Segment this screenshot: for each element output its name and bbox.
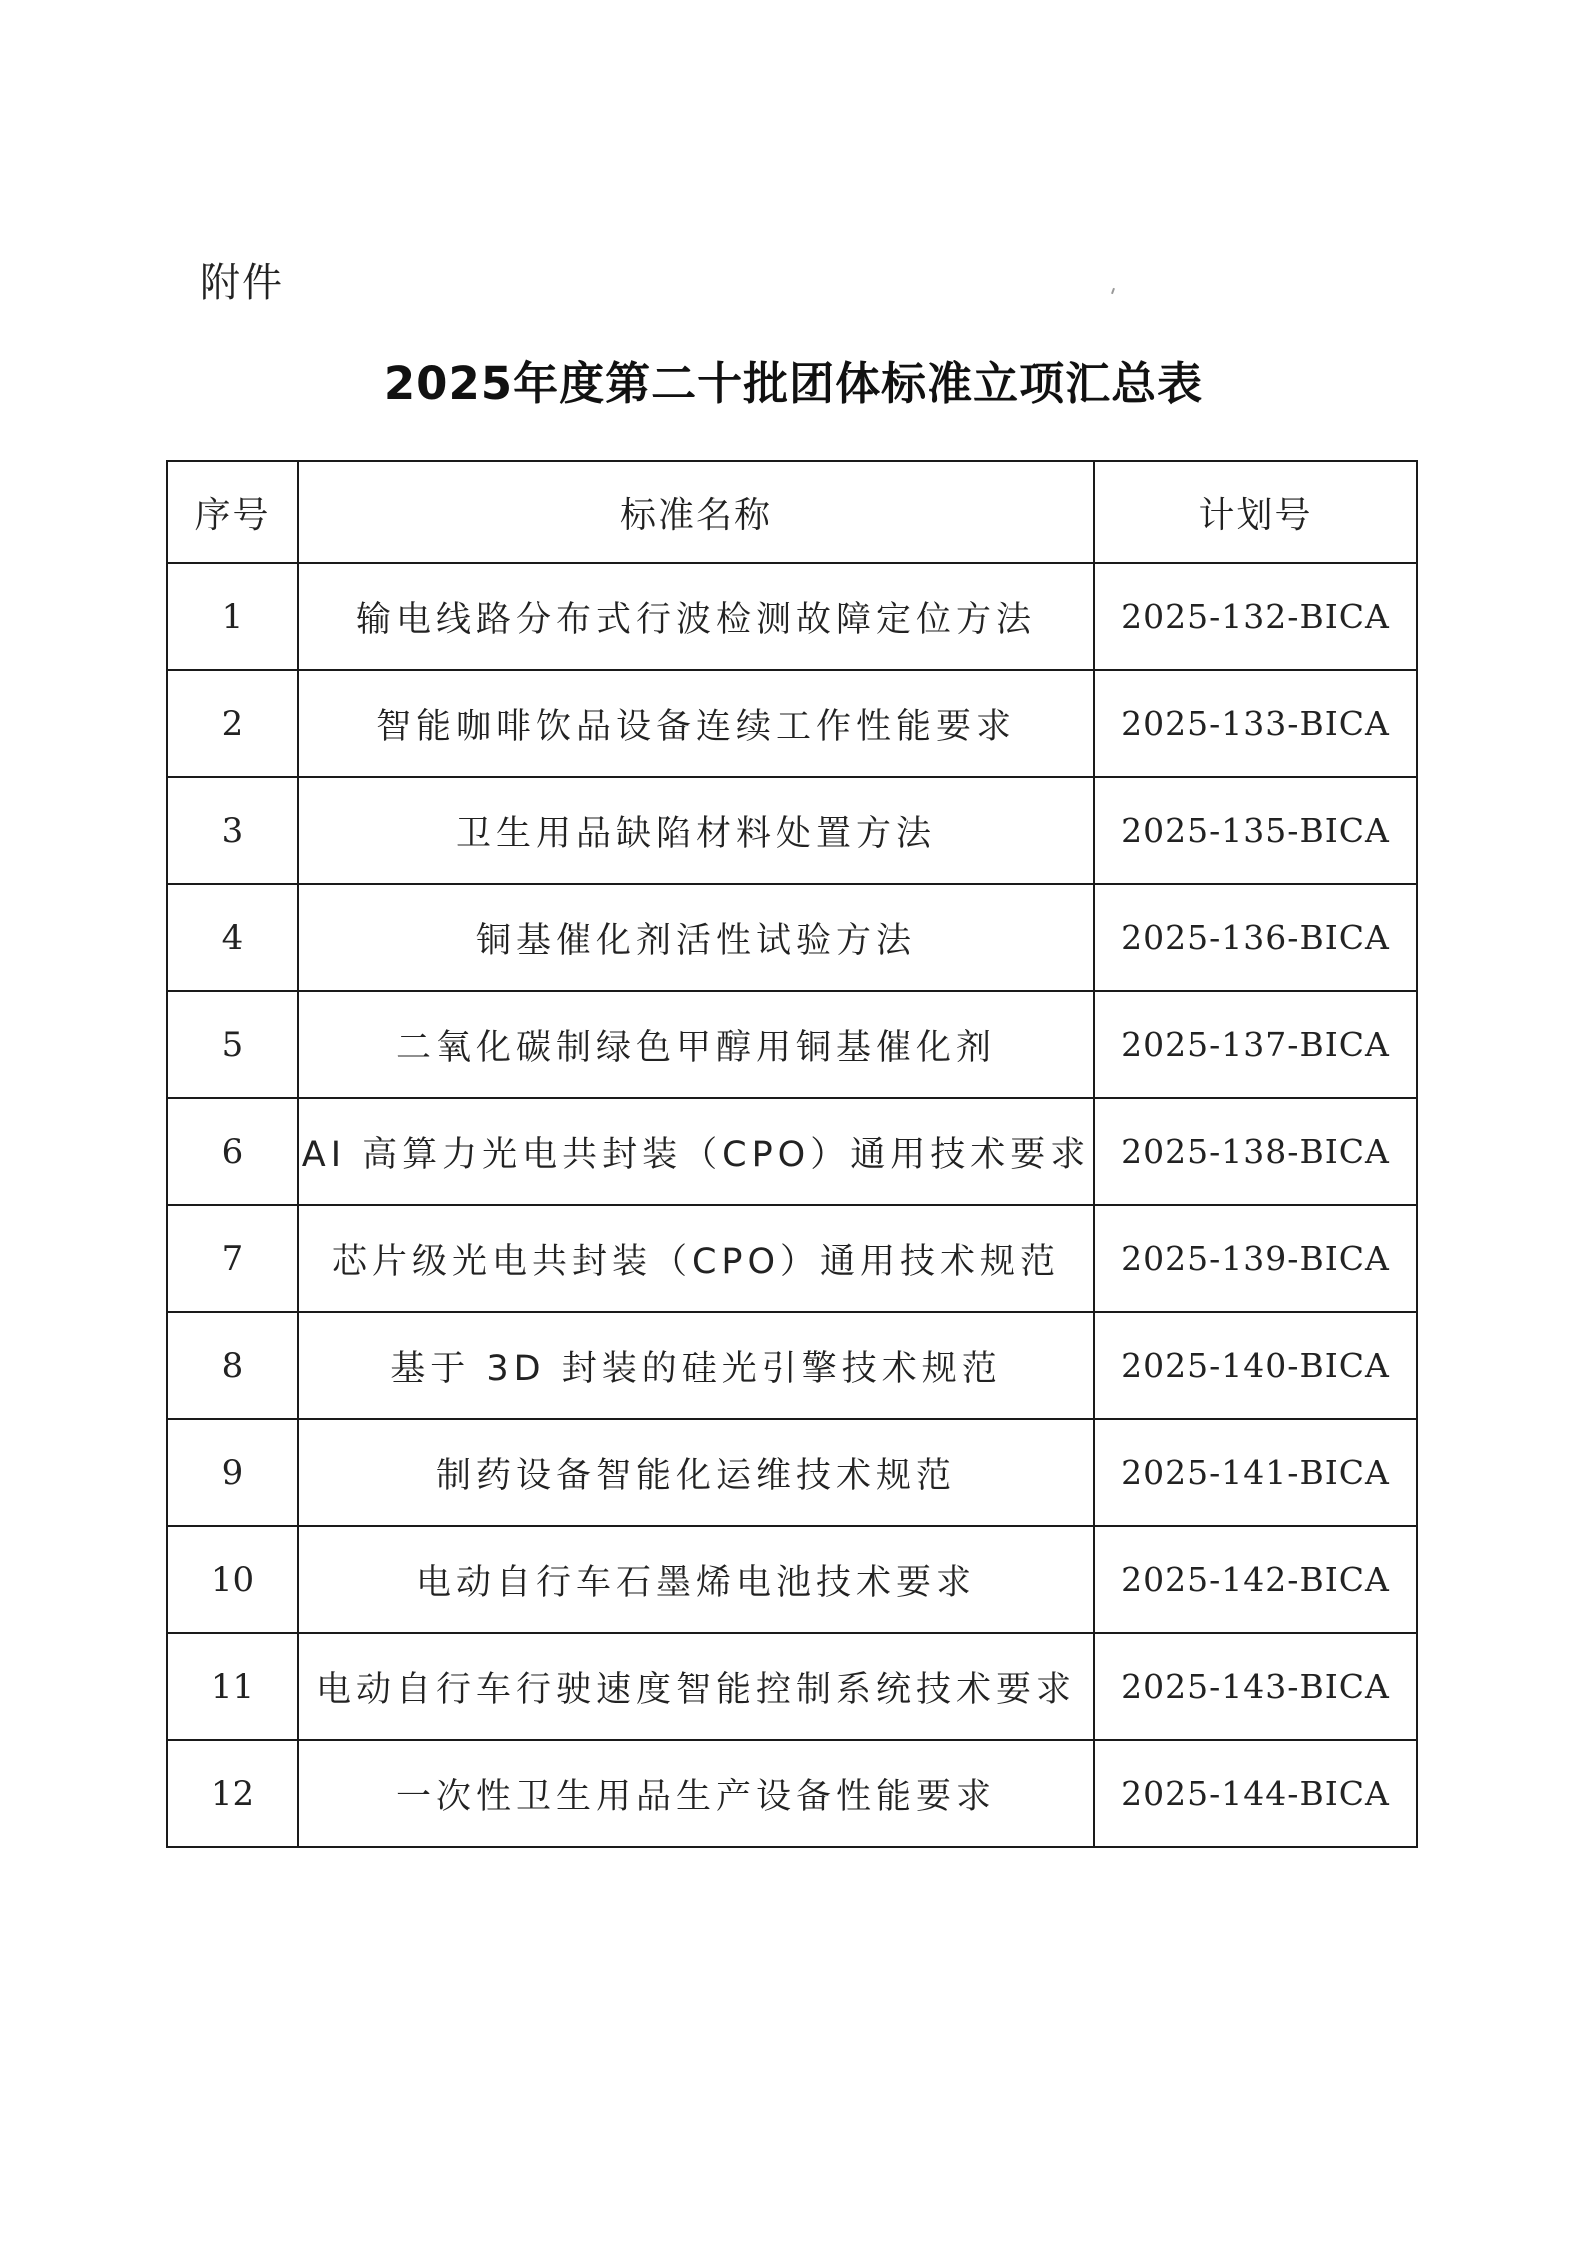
table-row [167, 670, 1417, 777]
row-standard-name: 基于 3D 封装的硅光引擎技术规范 [298, 1312, 1094, 1419]
row-serial-number: 5 [167, 991, 298, 1098]
row-plan-number: 2025-138-BICA [1094, 1098, 1417, 1205]
row-plan-number: 2025-133-BICA [1094, 670, 1417, 777]
table-row [167, 1526, 1417, 1633]
table-header-row [167, 461, 1417, 563]
standards-table [166, 460, 1418, 1848]
row-plan-number: 2025-136-BICA [1094, 884, 1417, 991]
header-standard-name: 标准名称 [298, 461, 1094, 563]
table-row [167, 1740, 1417, 1847]
row-standard-name: 卫生用品缺陷材料处置方法 [298, 777, 1094, 884]
row-standard-name: 制药设备智能化运维技术规范 [298, 1419, 1094, 1526]
row-standard-name: 二氧化碳制绿色甲醇用铜基催化剂 [298, 991, 1094, 1098]
row-standard-name: 输电线路分布式行波检测故障定位方法 [298, 563, 1094, 670]
scan-speck [1111, 288, 1115, 294]
row-plan-number: 2025-139-BICA [1094, 1205, 1417, 1312]
row-serial-number: 11 [167, 1633, 298, 1740]
row-serial-number: 12 [167, 1740, 298, 1847]
header-serial-number: 序号 [167, 461, 298, 563]
attachment-label: 附件 [200, 260, 284, 306]
row-plan-number: 2025-143-BICA [1094, 1633, 1417, 1740]
row-plan-number: 2025-135-BICA [1094, 777, 1417, 884]
table-row [167, 563, 1417, 670]
table-row [167, 1312, 1417, 1419]
table-row [167, 884, 1417, 991]
header-plan-number: 计划号 [1094, 461, 1417, 563]
table-row [167, 1205, 1417, 1312]
row-serial-number: 4 [167, 884, 298, 991]
row-serial-number: 10 [167, 1526, 298, 1633]
row-standard-name: 智能咖啡饮品设备连续工作性能要求 [298, 670, 1094, 777]
row-serial-number: 9 [167, 1419, 298, 1526]
row-serial-number: 3 [167, 777, 298, 884]
table-row [167, 1098, 1417, 1205]
row-plan-number: 2025-142-BICA [1094, 1526, 1417, 1633]
row-standard-name: 铜基催化剂活性试验方法 [298, 884, 1094, 991]
document-title: 2025年度第二十批团体标准立项汇总表 [383, 357, 1204, 410]
row-plan-number: 2025-132-BICA [1094, 563, 1417, 670]
row-plan-number: 2025-144-BICA [1094, 1740, 1417, 1847]
table-row [167, 1419, 1417, 1526]
table-row [167, 991, 1417, 1098]
row-serial-number: 6 [167, 1098, 298, 1205]
standards-table-container [166, 460, 1416, 1848]
row-standard-name: 电动自行车行驶速度智能控制系统技术要求 [298, 1633, 1094, 1740]
table-body [167, 563, 1417, 1847]
row-serial-number: 1 [167, 563, 298, 670]
row-plan-number: 2025-140-BICA [1094, 1312, 1417, 1419]
row-standard-name: AI 高算力光电共封装（CPO）通用技术要求 [298, 1098, 1094, 1205]
table-row [167, 777, 1417, 884]
row-plan-number: 2025-141-BICA [1094, 1419, 1417, 1526]
row-standard-name: 电动自行车石墨烯电池技术要求 [298, 1526, 1094, 1633]
row-serial-number: 7 [167, 1205, 298, 1312]
row-serial-number: 8 [167, 1312, 298, 1419]
row-serial-number: 2 [167, 670, 298, 777]
row-standard-name: 一次性卫生用品生产设备性能要求 [298, 1740, 1094, 1847]
table-row [167, 1633, 1417, 1740]
row-plan-number: 2025-137-BICA [1094, 991, 1417, 1098]
row-standard-name: 芯片级光电共封装（CPO）通用技术规范 [298, 1205, 1094, 1312]
